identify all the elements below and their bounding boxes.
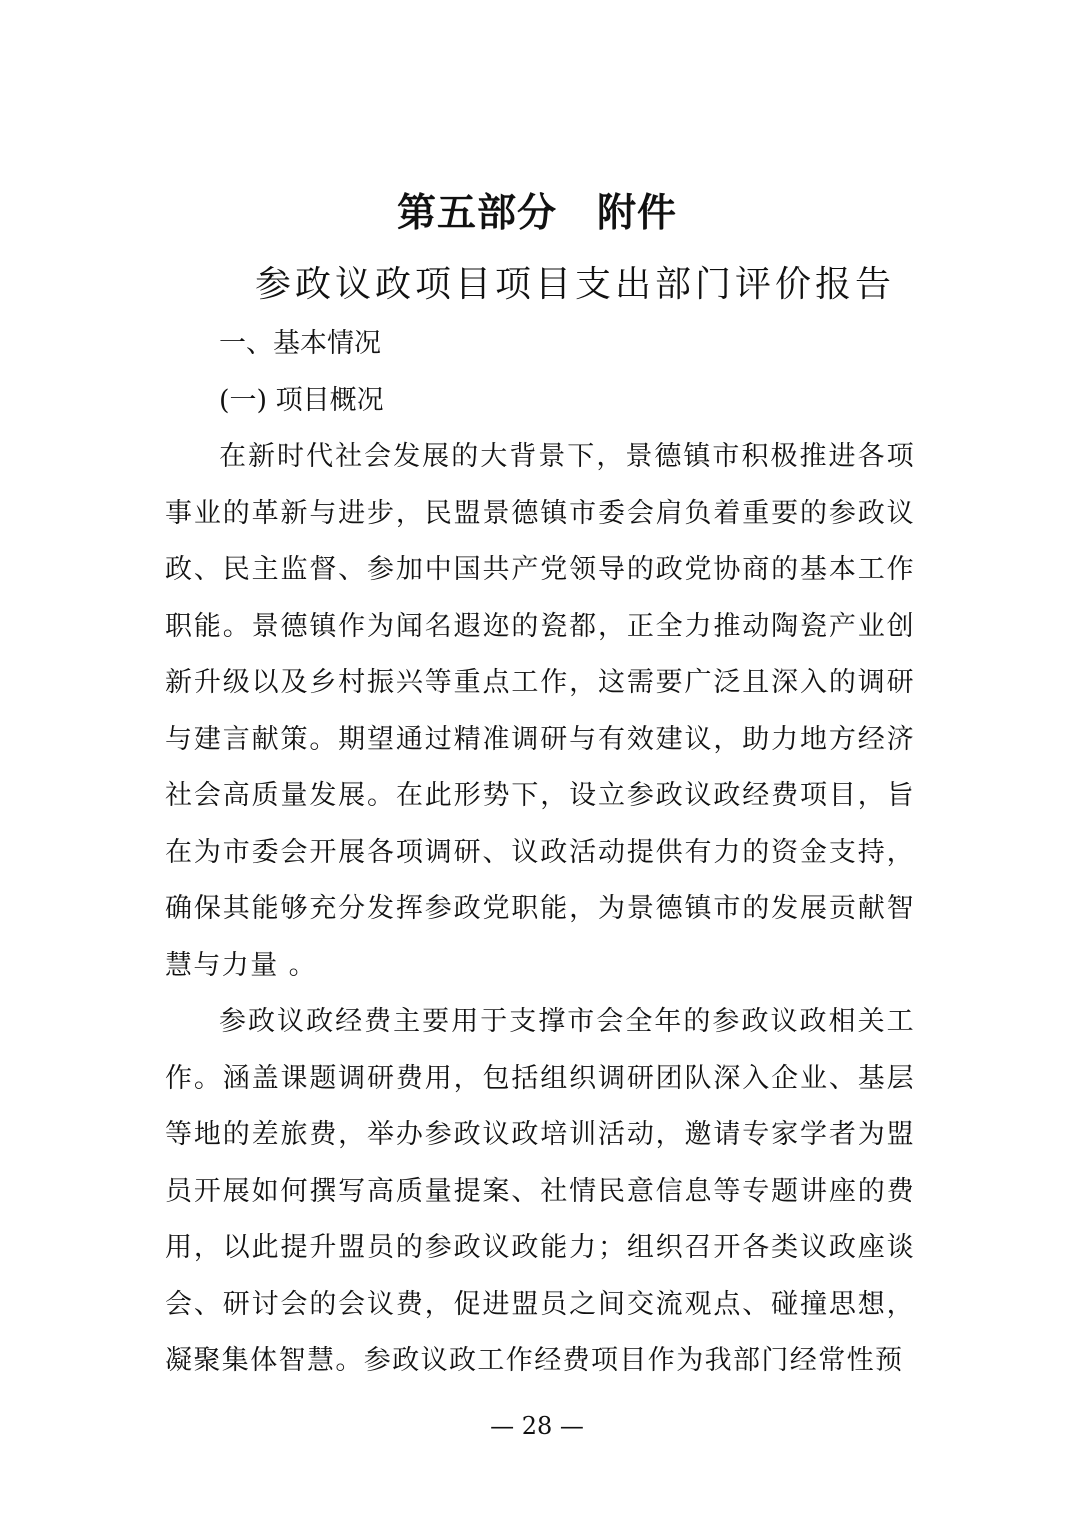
paragraph-funding-use: 参政议政经费主要用于支撑市会全年的参政议政相关工作。涵盖课题调研费用，包括组织调研团队深入企业、基层等地的差旅费，举办参政议政培训活动，邀请专家学者为盟员开展如何撰写高质量提案、社情民意信息等专题讲座的费用，以此提升盟员的参政议政能力；组织召开各类议政座谈会、研讨会的会议费，促进盟员之间交流观点、碰撞思想，凝聚集体智慧。参政议政工作经费项目作为我部门经常性预 [165, 1006, 915, 1376]
report-title: 参政议政项目项目支出部门评价报告 [255, 264, 896, 305]
section-heading: 一、基本情况 [219, 328, 381, 359]
part-title: 第五部分 附件 [396, 191, 677, 236]
subsection-heading: (一) 项目概况 [219, 384, 384, 416]
paragraph-overview: 在新时代社会发展的大背景下，景德镇市积极推进各项事业的革新与进步，民盟景德镇市委会肩负着重要的参政议政、民主监督、参加中国共产党领导的政党协商的基本工作职能。景德镇作为闻名遐迩的瓷都，正全力推动陶瓷产业创新升级以及乡村振兴等重点工作，这需要广泛且深入的调研与建言献策。期望通过精准调研与有效建议，助力地方经济社会高质量发展。在此形势下，设立参政议政经费项目，旨在为市委会开展各项调研、议政活动提供有力的资金支持，确保其能够充分发挥参政党职能，为景德镇市的发展贡献智慧与力量 。 [165, 441, 915, 981]
page-number: — 28 — [490, 1412, 584, 1440]
body-text [165, 316, 915, 1390]
